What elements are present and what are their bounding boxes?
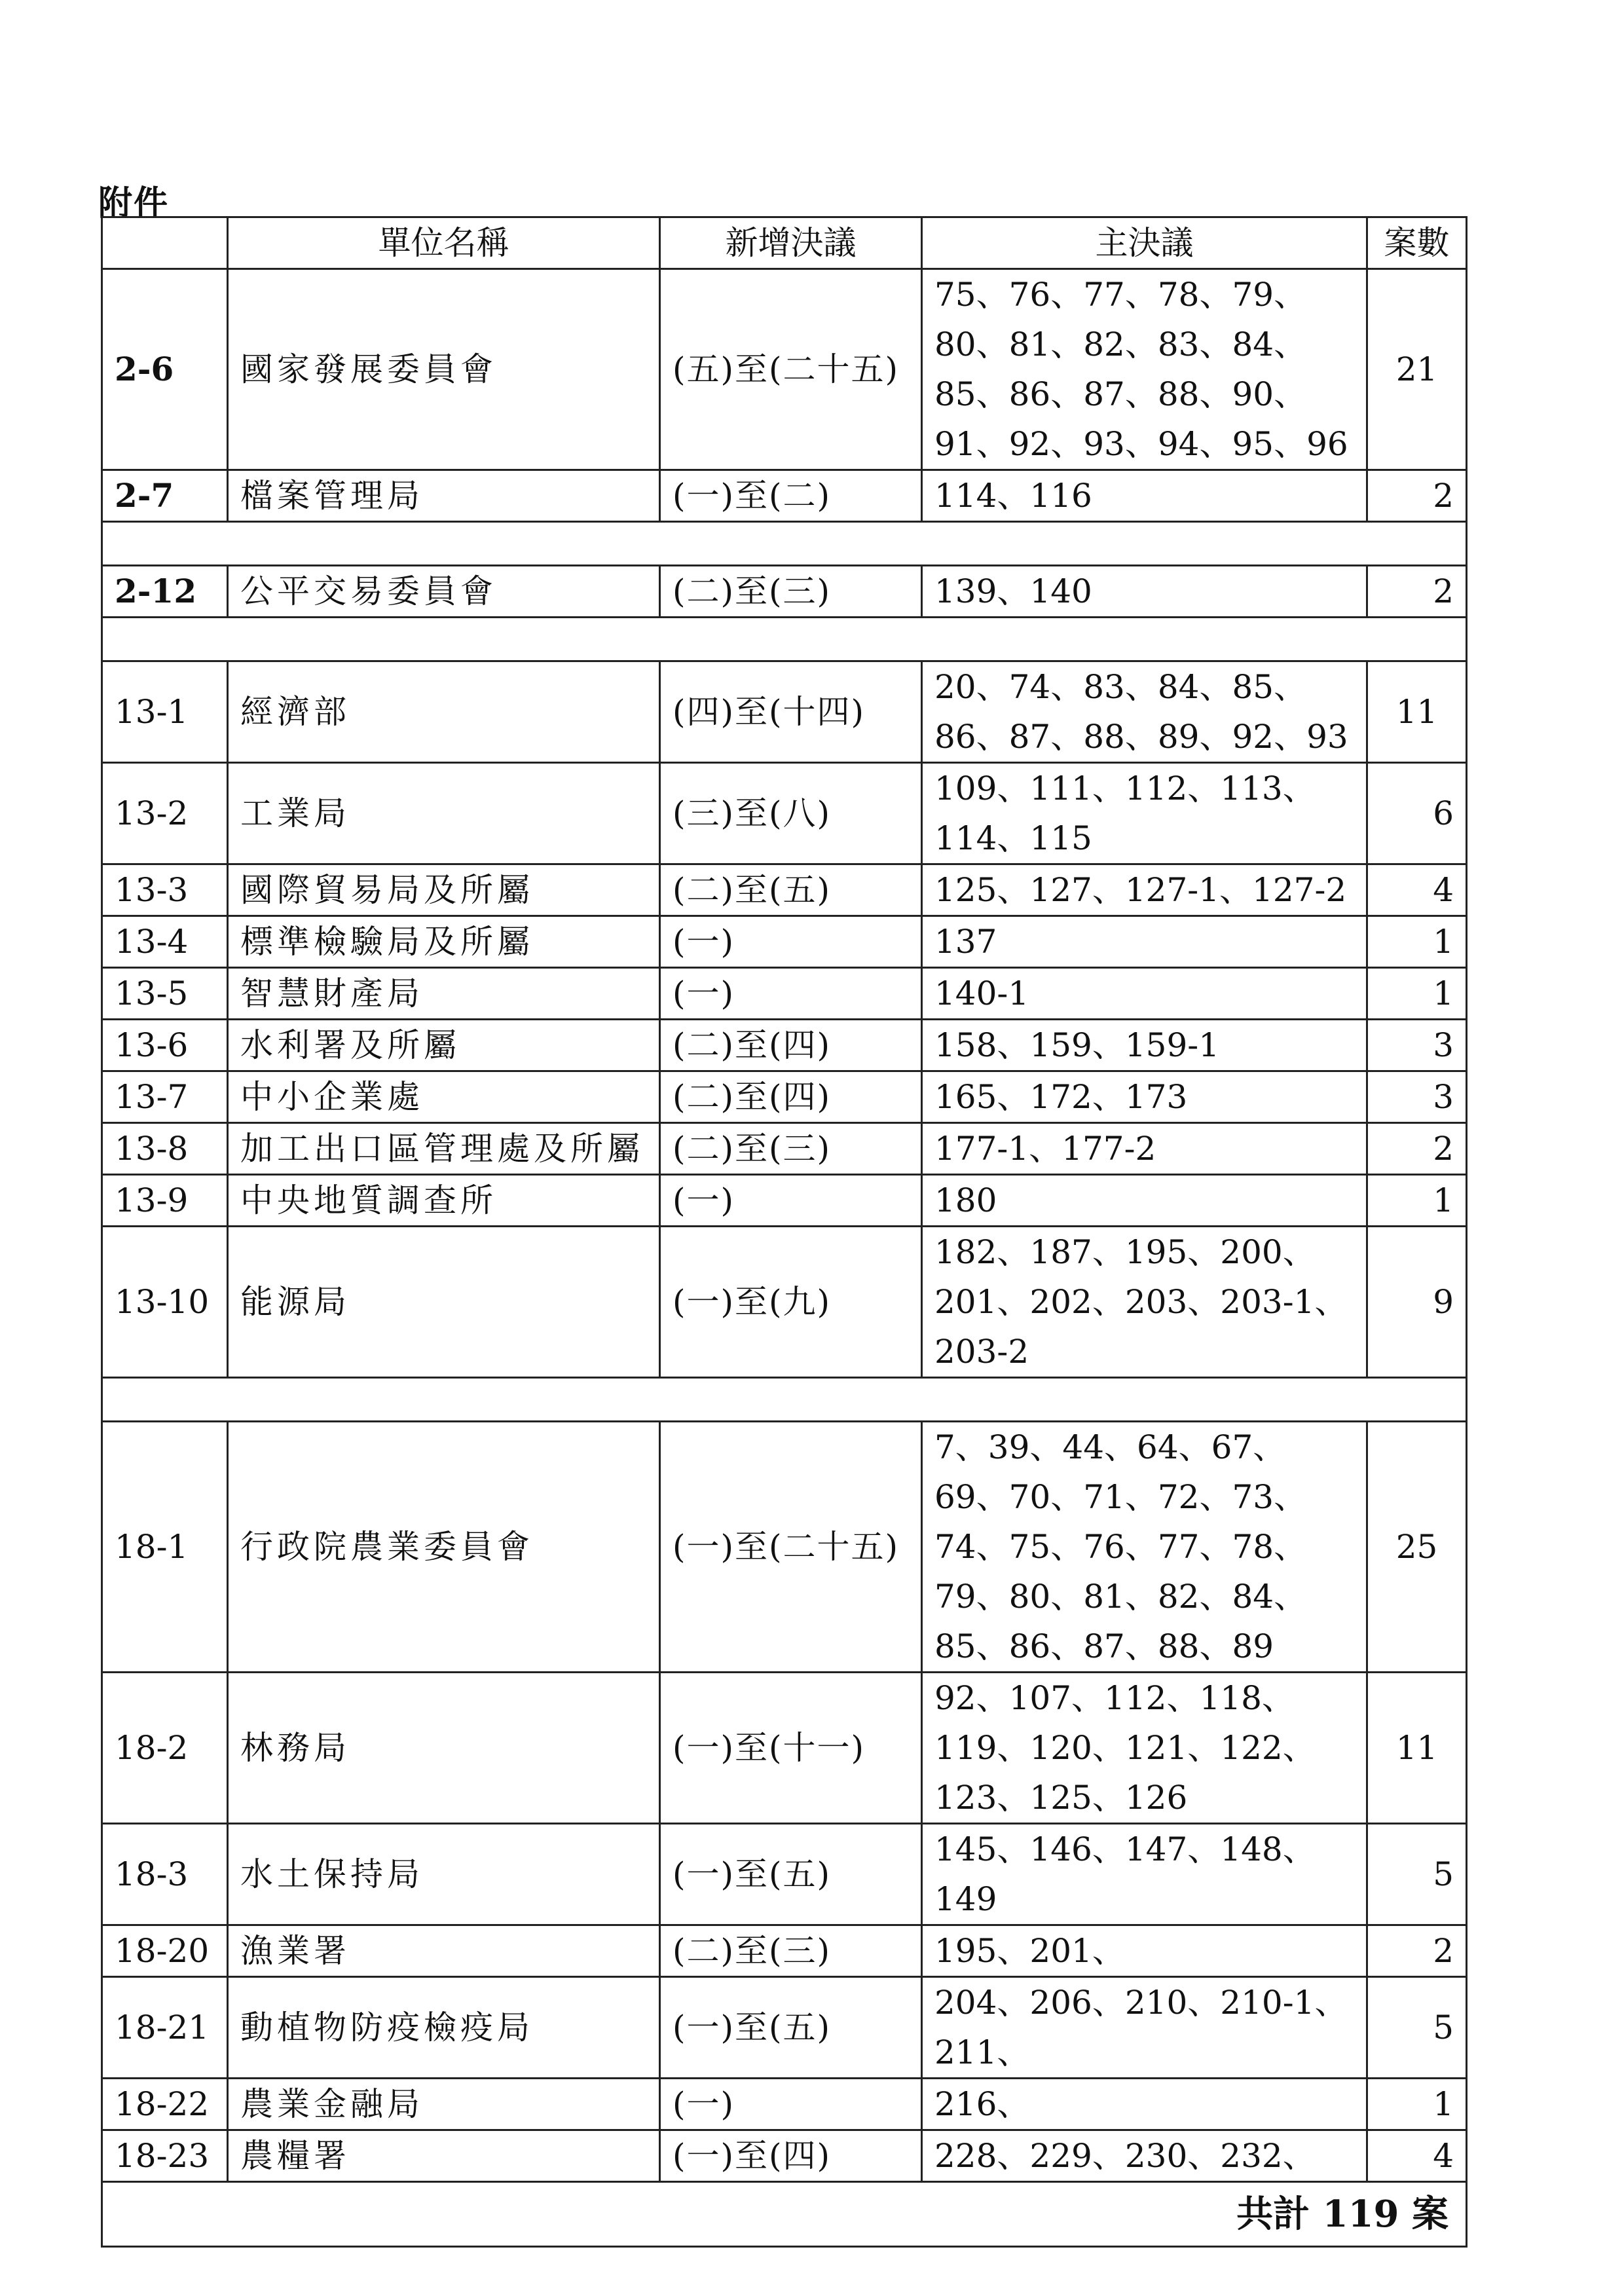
row-new-resolution: (二)至(三) xyxy=(660,1123,922,1175)
row-count: 2 xyxy=(1367,1925,1467,1977)
row-code: 13-9 xyxy=(102,1175,228,1227)
row-new-resolution: (二)至(五) xyxy=(660,864,922,916)
row-new-resolution: (二)至(四) xyxy=(660,1020,922,1071)
row-count: 6 xyxy=(1367,763,1467,864)
row-unit: 智慧財產局 xyxy=(228,968,660,1020)
row-main-resolution: 114、116 xyxy=(922,470,1367,522)
row-main-resolution: 20、74、83、84、85、86、87、88、89、92、93 xyxy=(922,661,1367,763)
row-new-resolution: (一) xyxy=(660,916,922,968)
table-row xyxy=(102,968,1467,1020)
header-row xyxy=(102,217,1467,269)
row-unit: 農業金融局 xyxy=(228,2079,660,2130)
row-main-resolution: 92、107、112、118、119、120、121、122、123、125、126 xyxy=(922,1673,1367,1824)
row-new-resolution: (二)至(四) xyxy=(660,1071,922,1123)
row-count: 11 xyxy=(1367,1673,1467,1824)
row-code: 13-6 xyxy=(102,1020,228,1071)
spacer-row xyxy=(102,522,1467,566)
row-unit: 國際貿易局及所屬 xyxy=(228,864,660,916)
row-main-resolution: 109、111、112、113、114、115 xyxy=(922,763,1367,864)
row-count: 2 xyxy=(1367,470,1467,522)
row-main-resolution: 204、206、210、210-1、211、 xyxy=(922,1977,1367,2079)
row-code: 13-8 xyxy=(102,1123,228,1175)
row-unit: 水土保持局 xyxy=(228,1824,660,1925)
row-unit: 能源局 xyxy=(228,1227,660,1378)
table-row xyxy=(102,1020,1467,1071)
row-count: 21 xyxy=(1367,269,1467,470)
row-count: 4 xyxy=(1367,2130,1467,2182)
row-new-resolution: (二)至(三) xyxy=(660,1925,922,1977)
row-main-resolution: 145、146、147、148、149 xyxy=(922,1824,1367,1925)
header-new-resolution: 新增決議 xyxy=(660,217,922,269)
table-row xyxy=(102,661,1467,763)
row-count: 11 xyxy=(1367,661,1467,763)
row-code: 18-2 xyxy=(102,1673,228,1824)
row-code: 18-22 xyxy=(102,2079,228,2130)
row-main-resolution: 195、201、 xyxy=(922,1925,1367,1977)
table-row xyxy=(102,864,1467,916)
row-unit: 檔案管理局 xyxy=(228,470,660,522)
row-main-resolution: 158、159、159-1 xyxy=(922,1020,1367,1071)
row-count: 9 xyxy=(1367,1227,1467,1378)
row-count: 25 xyxy=(1367,1422,1467,1673)
row-count: 2 xyxy=(1367,566,1467,618)
row-count: 3 xyxy=(1367,1071,1467,1123)
row-code: 2-12 xyxy=(102,566,228,618)
attachment-label: 附件 xyxy=(98,184,170,223)
row-code: 13-3 xyxy=(102,864,228,916)
row-unit: 林務局 xyxy=(228,1673,660,1824)
table-row xyxy=(102,1925,1467,1977)
row-count: 5 xyxy=(1367,1977,1467,2079)
resolution-table xyxy=(101,216,1467,2248)
table-row xyxy=(102,566,1467,618)
table-row xyxy=(102,470,1467,522)
row-new-resolution: (一) xyxy=(660,968,922,1020)
table-row xyxy=(102,763,1467,864)
row-code: 18-20 xyxy=(102,1925,228,1977)
row-count: 4 xyxy=(1367,864,1467,916)
row-count: 1 xyxy=(1367,1175,1467,1227)
row-new-resolution: (二)至(三) xyxy=(660,566,922,618)
table-row xyxy=(102,1977,1467,2079)
row-new-resolution: (一)至(二十五) xyxy=(660,1422,922,1673)
row-main-resolution: 125、127、127-1、127-2 xyxy=(922,864,1367,916)
row-new-resolution: (一)至(二) xyxy=(660,470,922,522)
row-unit: 公平交易委員會 xyxy=(228,566,660,618)
row-code: 2-6 xyxy=(102,269,228,470)
row-code: 13-1 xyxy=(102,661,228,763)
row-new-resolution: (三)至(八) xyxy=(660,763,922,864)
row-unit: 水利署及所屬 xyxy=(228,1020,660,1071)
row-main-resolution: 165、172、173 xyxy=(922,1071,1367,1123)
row-count: 1 xyxy=(1367,968,1467,1020)
row-count: 3 xyxy=(1367,1020,1467,1071)
table-row xyxy=(102,269,1467,470)
row-unit: 行政院農業委員會 xyxy=(228,1422,660,1673)
table-row xyxy=(102,2079,1467,2130)
row-main-resolution: 228、229、230、232、 xyxy=(922,2130,1367,2182)
header-code xyxy=(102,217,228,269)
table-row xyxy=(102,2130,1467,2182)
row-unit: 中小企業處 xyxy=(228,1071,660,1123)
header-unit: 單位名稱 xyxy=(228,217,660,269)
row-main-resolution: 139、140 xyxy=(922,566,1367,618)
row-unit: 中央地質調查所 xyxy=(228,1175,660,1227)
row-unit: 經濟部 xyxy=(228,661,660,763)
table-row xyxy=(102,1673,1467,1824)
row-new-resolution: (五)至(二十五) xyxy=(660,269,922,470)
row-code: 13-4 xyxy=(102,916,228,968)
row-code: 13-7 xyxy=(102,1071,228,1123)
row-code: 18-3 xyxy=(102,1824,228,1925)
row-code: 2-7 xyxy=(102,470,228,522)
row-unit: 工業局 xyxy=(228,763,660,864)
total-row xyxy=(102,2182,1467,2247)
row-main-resolution: 216、 xyxy=(922,2079,1367,2130)
row-code: 18-21 xyxy=(102,1977,228,2079)
row-main-resolution: 180 xyxy=(922,1175,1367,1227)
row-new-resolution: (一)至(十一) xyxy=(660,1673,922,1824)
table-row xyxy=(102,916,1467,968)
row-unit: 漁業署 xyxy=(228,1925,660,1977)
row-main-resolution: 75、76、77、78、79、80、81、82、83、84、85、86、87、88、90、91、92、93、94、95、96 xyxy=(922,269,1367,470)
spacer-row xyxy=(102,1378,1467,1422)
header-count: 案數 xyxy=(1367,217,1467,269)
row-unit: 加工出口區管理處及所屬 xyxy=(228,1123,660,1175)
table-row xyxy=(102,1175,1467,1227)
row-new-resolution: (一) xyxy=(660,2079,922,2130)
row-count: 1 xyxy=(1367,916,1467,968)
table-row xyxy=(102,1123,1467,1175)
row-new-resolution: (四)至(十四) xyxy=(660,661,922,763)
row-count: 2 xyxy=(1367,1123,1467,1175)
row-code: 13-10 xyxy=(102,1227,228,1378)
row-new-resolution: (一)至(四) xyxy=(660,2130,922,2182)
table-row xyxy=(102,1227,1467,1378)
row-unit: 動植物防疫檢疫局 xyxy=(228,1977,660,2079)
row-main-resolution: 182、187、195、200、201、202、203、203-1、203-2 xyxy=(922,1227,1367,1378)
row-new-resolution: (一)至(五) xyxy=(660,1824,922,1925)
row-new-resolution: (一)至(九) xyxy=(660,1227,922,1378)
row-new-resolution: (一)至(五) xyxy=(660,1977,922,2079)
row-code: 18-1 xyxy=(102,1422,228,1673)
row-new-resolution: (一) xyxy=(660,1175,922,1227)
row-count: 1 xyxy=(1367,2079,1467,2130)
row-count: 5 xyxy=(1367,1824,1467,1925)
row-code: 13-5 xyxy=(102,968,228,1020)
header-main-resolution: 主決議 xyxy=(922,217,1367,269)
row-code: 13-2 xyxy=(102,763,228,864)
spacer-row xyxy=(102,618,1467,661)
row-unit: 國家發展委員會 xyxy=(228,269,660,470)
row-unit: 標準檢驗局及所屬 xyxy=(228,916,660,968)
row-main-resolution: 140-1 xyxy=(922,968,1367,1020)
total-count: 共計 119 案 xyxy=(102,2182,1467,2247)
row-code: 18-23 xyxy=(102,2130,228,2182)
row-main-resolution: 7、39、44、64、67、69、70、71、72、73、74、75、76、77、78、79、80、81、82、84、85、86、87、88、89 xyxy=(922,1422,1367,1673)
row-unit: 農糧署 xyxy=(228,2130,660,2182)
table-row xyxy=(102,1071,1467,1123)
row-main-resolution: 177-1、177-2 xyxy=(922,1123,1367,1175)
table-row xyxy=(102,1422,1467,1673)
table-row xyxy=(102,1824,1467,1925)
row-main-resolution: 137 xyxy=(922,916,1367,968)
